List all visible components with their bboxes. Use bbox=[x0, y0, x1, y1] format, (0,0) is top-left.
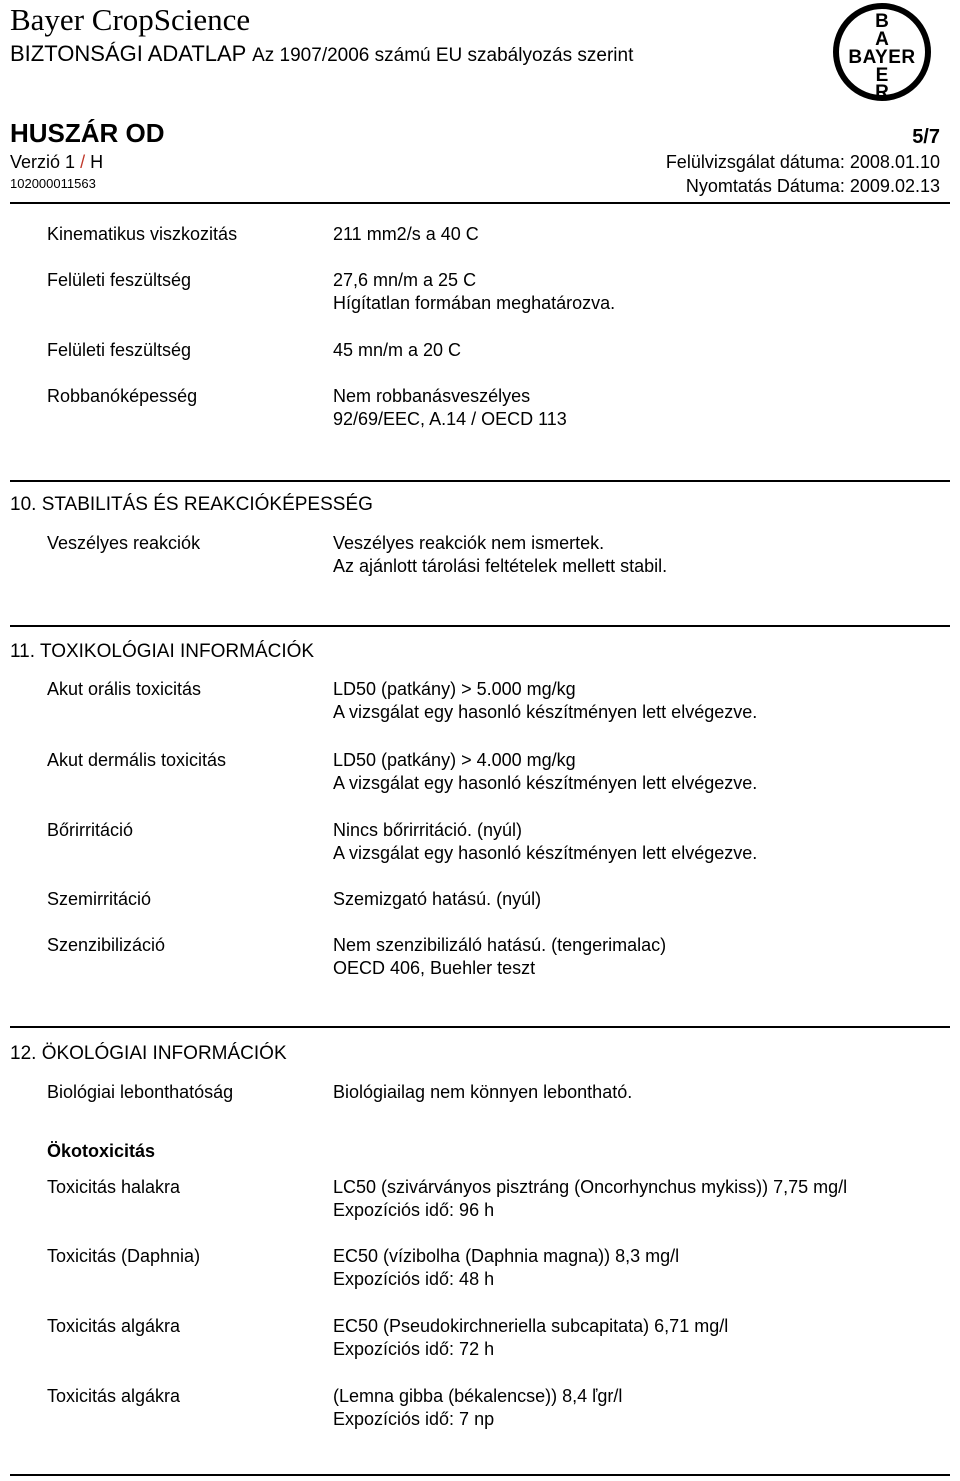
version-suffix: H bbox=[90, 152, 104, 172]
prop-label: Felületi feszültség bbox=[47, 270, 192, 290]
s10-label: Veszélyes reakciók bbox=[47, 533, 201, 553]
tox-value: Nincs bőrirritáció. (nyúl) A vizsgálat egy hasonló készítményen lett elvégezve. bbox=[333, 820, 758, 863]
regulation-text: Az 1907/2006 számú EU szabályozás szerint bbox=[252, 45, 634, 66]
tox-value: LD50 (patkány) > 4.000 mg/kg A vizsgálat egy hasonló készítményen lett elvégezve. bbox=[333, 750, 758, 793]
tox-label: Bőrirritáció bbox=[47, 820, 134, 840]
doc-title: BIZTONSÁGI ADATLAP bbox=[10, 41, 246, 66]
version-info bbox=[10, 152, 103, 173]
ecotox-label: Toxicitás algákra bbox=[47, 1386, 181, 1406]
revision-date: Felülvizsgálat dátuma: 2008.01.10 bbox=[665, 152, 940, 172]
svg-text:B: B bbox=[875, 11, 889, 32]
tox-value: Nem szenzibilizáló hatású. (tengerimalac) OECD 406, Buehler teszt bbox=[333, 935, 667, 978]
prop-value: 45 mn/m a 20 C bbox=[333, 340, 462, 360]
section-10-title: 10. STABILITÁS ÉS REAKCIÓKÉPESSÉG bbox=[10, 494, 373, 515]
ecotox-label: Toxicitás halakra bbox=[47, 1177, 181, 1197]
ecotox-label: Toxicitás algákra bbox=[47, 1316, 181, 1336]
version-prefix: Verzió 1 bbox=[10, 152, 76, 172]
page-number: 5/7 bbox=[912, 126, 940, 148]
svg-text:R: R bbox=[875, 82, 889, 102]
product-code: 102000011563 bbox=[10, 176, 96, 191]
ecotox-value: LC50 (szivárványos pisztráng (Oncorhynchus mykiss)) 7,75 mg/l Expozíciós idő: 96 h bbox=[333, 1177, 848, 1220]
brand-name: Bayer CropScience bbox=[10, 2, 251, 37]
ecotox-heading: Ökotoxicitás bbox=[47, 1141, 156, 1161]
prop-label: Robbanóképesség bbox=[47, 386, 198, 406]
ecotox-value: EC50 (vízibolha (Daphnia magna)) 8,3 mg/l Expozíciós idő: 48 h bbox=[333, 1246, 680, 1289]
section-11-title: 11. TOXIKOLÓGIAI INFORMÁCIÓK bbox=[10, 641, 315, 662]
biodeg-value: Biológiailag nem könnyen lebontható. bbox=[333, 1082, 633, 1102]
tox-label: Akut orális toxicitás bbox=[47, 679, 202, 699]
prop-label: Felületi feszültség bbox=[47, 340, 192, 360]
section-divider bbox=[10, 480, 950, 482]
svg-text:BAYER: BAYER bbox=[848, 47, 916, 68]
ecotox-value: EC50 (Pseudokirchneriella subcapitata) 6,71 mg/l Expozíciós idő: 72 h bbox=[333, 1316, 729, 1359]
section-divider bbox=[10, 625, 950, 627]
version-slash: / bbox=[80, 152, 86, 172]
prop-value: 27,6 mn/m a 25 C Hígítatlan formában meghatározva. bbox=[333, 270, 616, 313]
prop-label: Kinematikus viszkozitás bbox=[47, 224, 238, 244]
section-divider bbox=[10, 1026, 950, 1028]
bayer-cross-logo bbox=[832, 2, 932, 102]
product-name: HUSZÁR OD bbox=[10, 118, 165, 148]
print-date: Nyomtatás Dátuma: 2009.02.13 bbox=[685, 176, 940, 196]
svg-text:E: E bbox=[875, 65, 889, 86]
prop-value: Nem robbanásveszélyes 92/69/EEC, A.14 / OECD 113 bbox=[333, 386, 567, 429]
tox-label: Szenzibilizáció bbox=[47, 935, 166, 955]
biodeg-label: Biológiai lebonthatóság bbox=[47, 1082, 234, 1102]
s10-value: Veszélyes reakciók nem ismertek. Az ajánlott tárolási feltételek mellett stabil. bbox=[333, 533, 668, 576]
document-title bbox=[10, 41, 633, 67]
prop-value: 211 mm2/s a 40 C bbox=[333, 224, 479, 244]
tox-label: Szemirritáció bbox=[47, 889, 152, 909]
footer-divider bbox=[10, 1474, 950, 1476]
tox-value: Szemizgató hatású. (nyúl) bbox=[333, 889, 542, 909]
ecotox-label: Toxicitás (Daphnia) bbox=[47, 1246, 201, 1266]
tox-label: Akut dermális toxicitás bbox=[47, 750, 227, 770]
section-12-title: 12. ÖKOLÓGIAI INFORMÁCIÓK bbox=[10, 1043, 287, 1064]
svg-text:A: A bbox=[875, 29, 889, 50]
header-divider bbox=[10, 202, 950, 204]
ecotox-value: (Lemna gibba (békalencse)) 8,4 ľgr/l Expozíciós idő: 7 np bbox=[333, 1386, 623, 1429]
tox-value: LD50 (patkány) > 5.000 mg/kg A vizsgálat egy hasonló készítményen lett elvégezve. bbox=[333, 679, 758, 722]
